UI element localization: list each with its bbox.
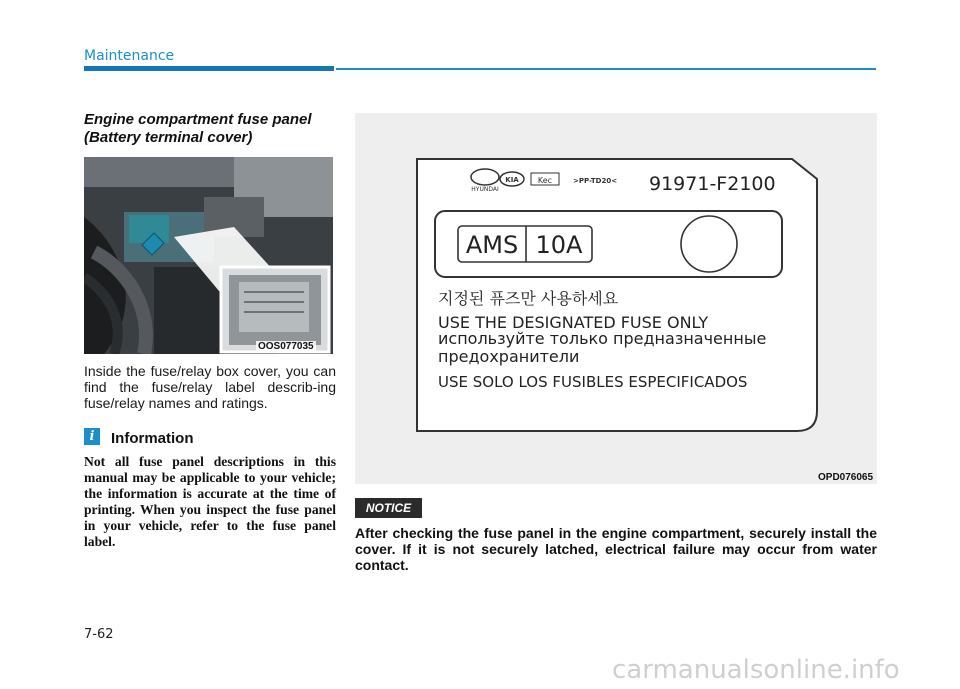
label-text-korean: 지정된 퓨즈만 사용하세요 (438, 289, 619, 308)
fuse-label-drawing (355, 113, 877, 484)
page-number: 7-62 (84, 627, 114, 642)
fuse-label-figure (355, 113, 877, 484)
svg-text:Kec: Kec (537, 176, 553, 185)
engine-photo (84, 157, 333, 354)
heading-line-2: (Battery terminal cover) (84, 129, 253, 146)
info-paragraph: Not all fuse panel descriptions in this manual may be applicable to your vehicle; the information is accurate at the time of printing. When you inspect the fuse panel in your vehicle, refer to the fuse panel label. (84, 454, 336, 549)
label-text-spanish: USE SOLO LOS FUSIBLES ESPECIFICADOS (438, 373, 748, 391)
label-text-russian-1: используйте только предназначенные (438, 329, 767, 348)
header-rule-dark (84, 66, 334, 71)
subsection-heading (84, 111, 344, 147)
fuse-name: AMS (465, 231, 519, 259)
notice-paragraph: After checking the fuse panel in the engine compartment, securely install the cover. If it is not securely latched, electrical failure may occur from water contact. (355, 525, 877, 573)
watermark: carmanualsonline.info (612, 655, 900, 685)
info-title: Information (111, 430, 194, 447)
heading-line-1: Engine compartment fuse panel (84, 111, 312, 128)
header-rule-light (336, 68, 876, 70)
engine-photo-illustration (84, 157, 333, 354)
info-icon: i (84, 428, 100, 445)
label-text-english: USE THE DESIGNATED FUSE ONLY (438, 313, 709, 332)
part-number: 91971-F2100 (649, 173, 776, 195)
section-title: Maintenance (84, 48, 175, 64)
body-paragraph: Inside the fuse/relay box cover, you can find the fuse/relay label describ-ing fuse/relay names and ratings. (84, 363, 336, 411)
material-code: >PP-TD20< (573, 177, 618, 185)
fuse-rating: 10A (535, 231, 583, 259)
svg-text:KIA: KIA (505, 176, 519, 184)
label-figure-code: OPD076065 (818, 472, 874, 483)
svg-text:HYUNDAI: HYUNDAI (471, 186, 499, 193)
photo-figure-code: OOS077035 (258, 341, 314, 352)
notice-badge: NOTICE (355, 498, 422, 518)
label-text-russian-2: предохранители (438, 347, 580, 366)
